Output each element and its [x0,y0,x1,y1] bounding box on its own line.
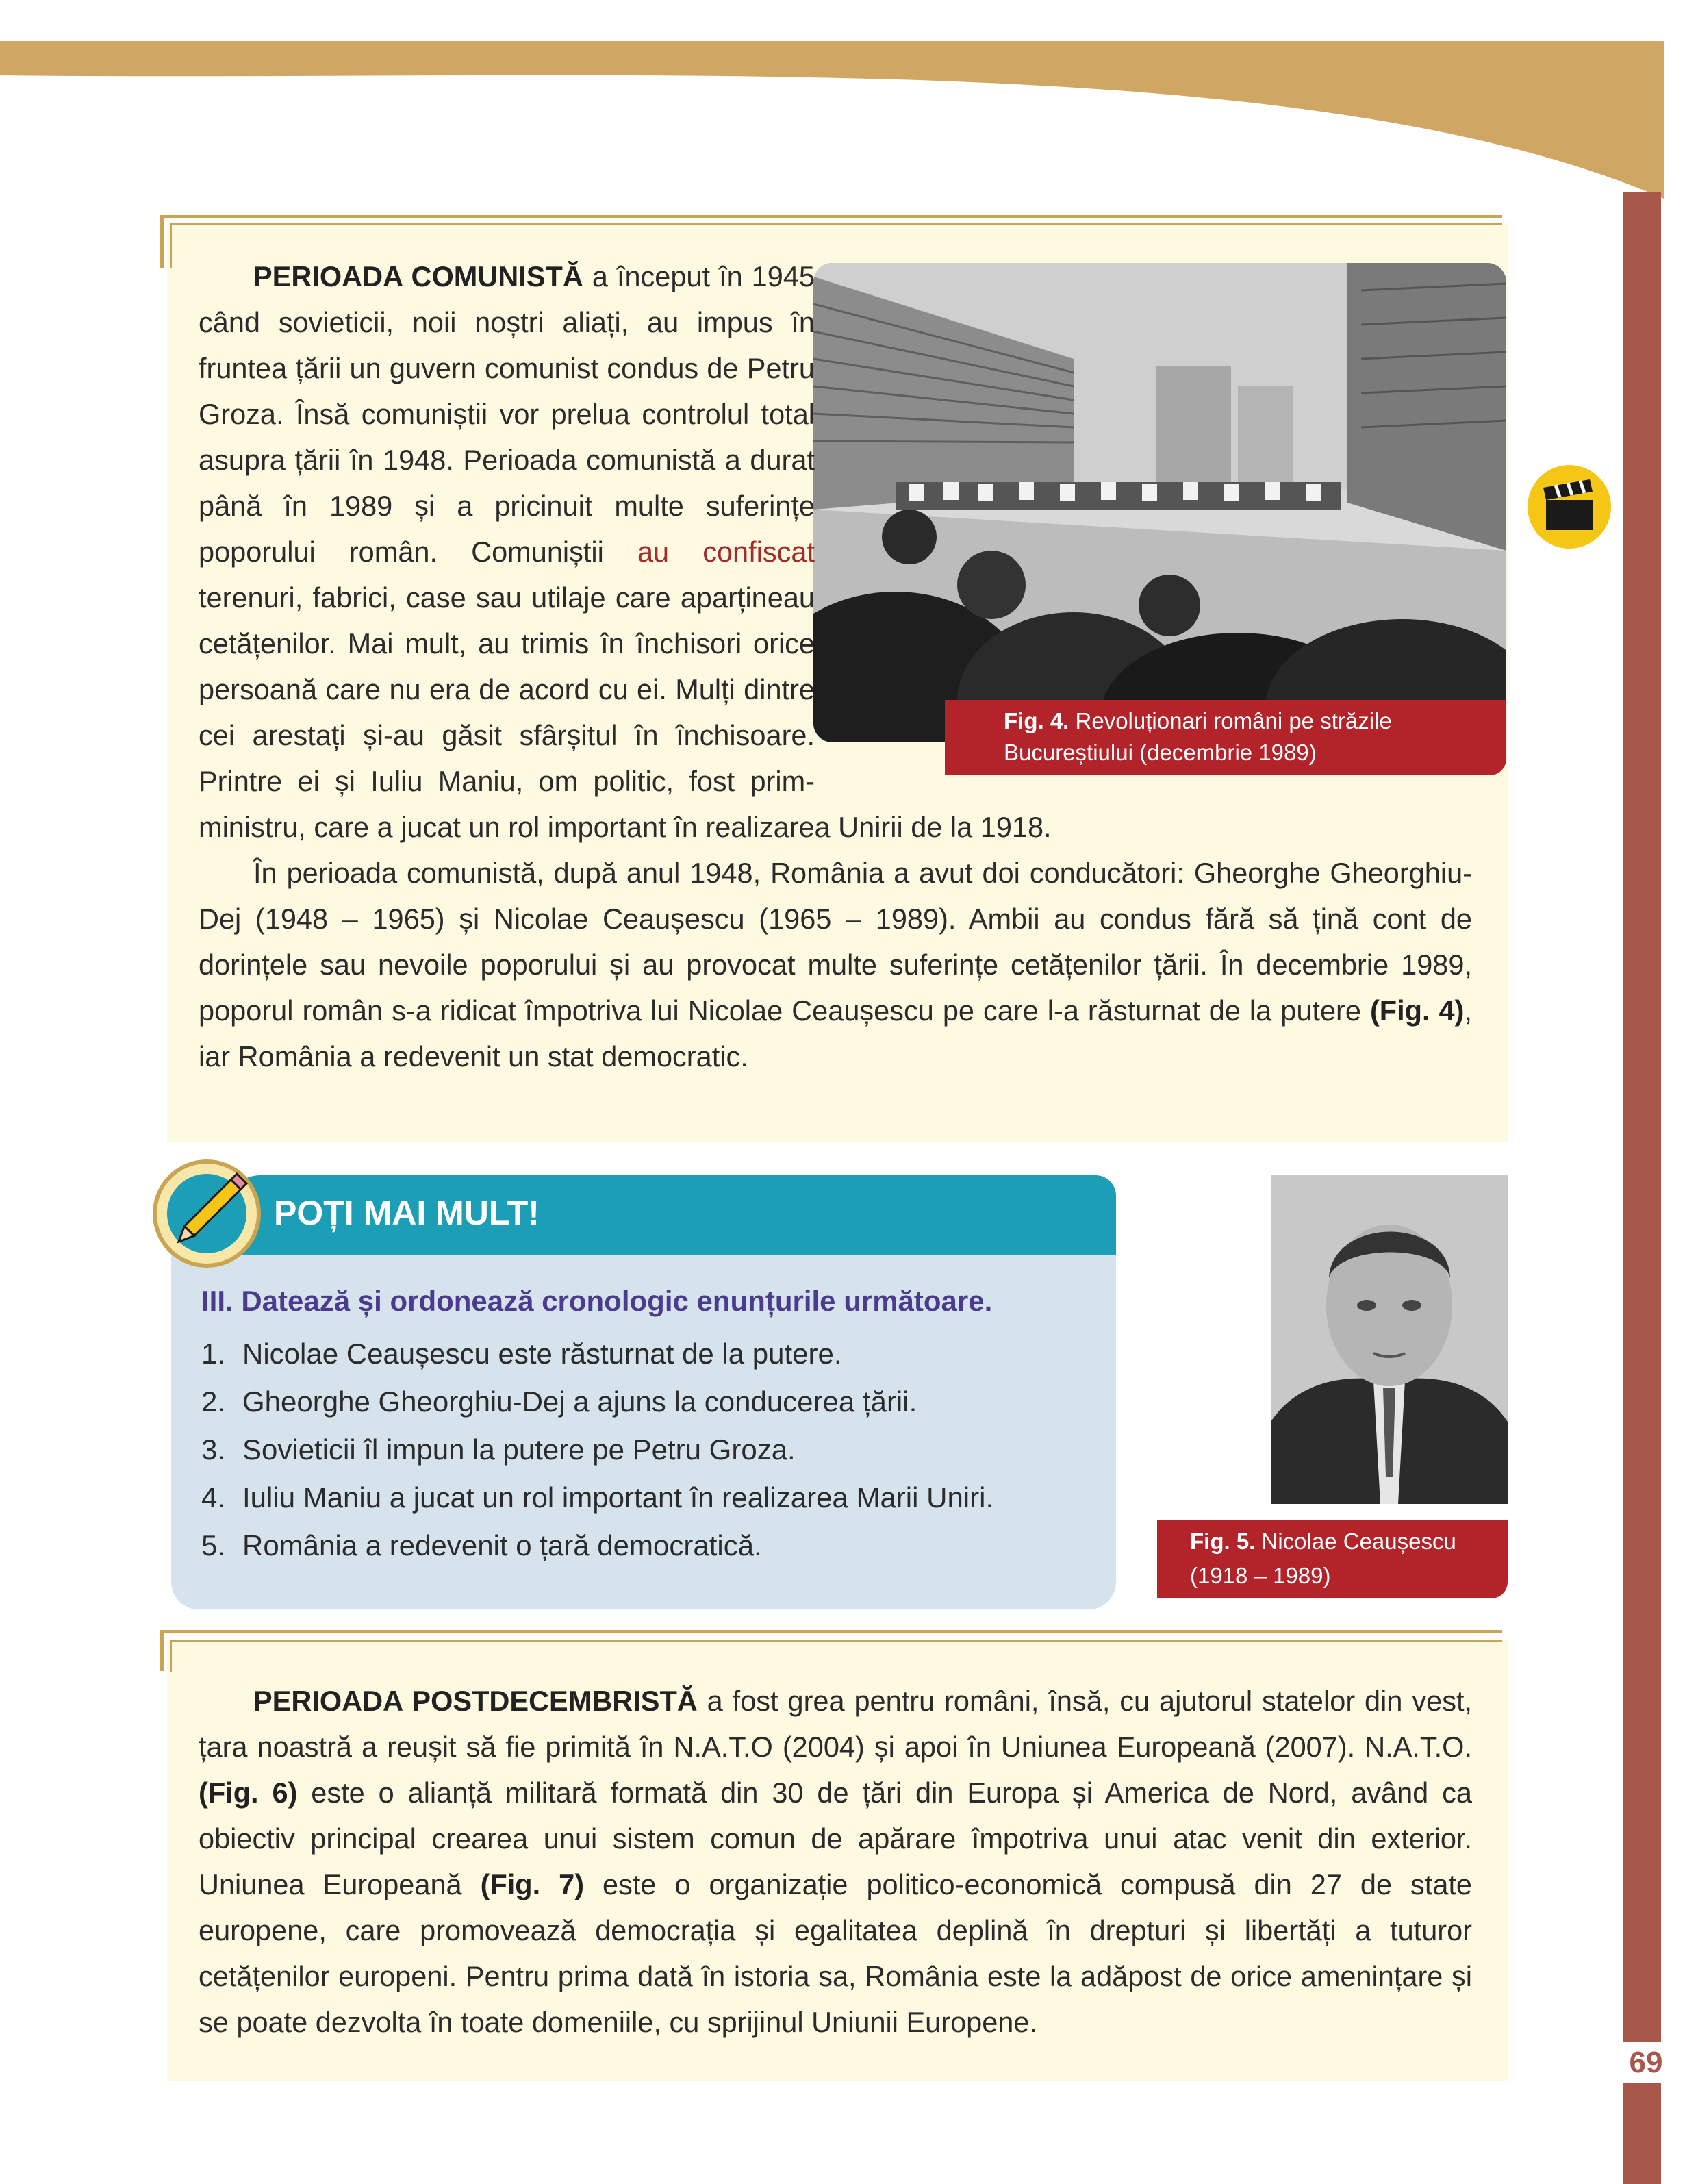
postdecembrist-heading: PERIOADA POSTDECEMBRISTĂ [253,1685,698,1717]
task-item-number: 4. [201,1481,226,1514]
frame-top-line-2-inner [170,1640,1502,1642]
film-clapper-icon[interactable] [1523,460,1616,553]
task-item-text: Nicolae Ceaușescu este răsturnat de la putere. [242,1338,842,1370]
postdecembrist-text-1: a fost grea pentru români, însă, cu ajutorul statelor din vest, țara noastră a reușit să fie primită în N.A.T.O (2004) și apoi în Uniunea Europeană (2007). N.A.T.O. [199,1685,1472,1763]
communist-heading: PERIOADA COMUNISTĂ [253,260,583,292]
poti-mai-mult-title: POȚI MAI MULT! [274,1194,540,1232]
fig4-reference: (Fig. 4) [1369,994,1465,1027]
postdecembrist-text-3: este o organizație politico-economică compusă din 27 de state europene, care promovează democrația și egalitatea deplină în drepturi și libertăți a tuturor cetățenilor europeni. Pentru prima dată în istoria sa, România este la adăpost de orice amenințare și se poate dezvolta în toate domeniile, cu sprijinul Uniunii Europene. [199,1868,1473,2038]
task-item [201,1426,993,1474]
task-item-number: 1. [201,1338,226,1370]
communist-para2-text: În perioada comunistă, după anul 1948, România a avut doi conducători: Gheorghe Gheorghiu-Dej (1948 – 1965) și Nicolae Ceaușescu (1965 – 1989). Ambii au condus fără să țină cont de dorințele sau nevoile poporului și au provocat multe suferințe cetățenilor țării. În decembrie 1989, poporul român s-a ridicat împotriva lui Nicolae Ceaușescu pe care l-a răsturnat de la putere [199,857,1472,1027]
fig4-label: Fig. 4. [1004,708,1069,733]
task-list [201,1330,993,1570]
task-item-number: 2. [201,1385,226,1418]
task-item-text: Sovieticii îl impun la putere pe Petru Groza. [242,1433,796,1466]
task-item [201,1474,993,1522]
communist-paragraph-2 [199,850,1472,1079]
highlight-au-confiscat: au confiscat [637,536,815,568]
frame-top-line-2 [160,1630,1502,1633]
fig5-label: Fig. 5. [1190,1529,1256,1554]
postdecembrist-section-text [199,1678,1472,2045]
fig4-caption-line2: Bucureștiului (decembrie 1989) [1004,740,1317,765]
fig7-reference: (Fig. 7) [480,1868,585,1900]
fig4-caption-line1: Revoluționari români pe străzile [1069,708,1392,733]
fig5-caption-line1: Nicolae Ceaușescu [1255,1529,1456,1554]
communist-text-part2: terenuri, fabrici, case sau utilaje care aparțineau cetățenilor. Mai mult, au trimis în închisori orice persoană care nu era de acord cu ei. Mulți dintre cei arestați și-au găsit sfârșitul în închisoare. Printre ei și Iuliu Maniu, om politic, fost prim-ministru, care a jucat un rol important în realizarea Unirii de la 1918. [199,581,1052,843]
frame-left-line [160,215,164,268]
communist-para2-end: , iar România a redevenit un stat democratic. [199,994,1472,1072]
fig5-caption-line2: (1918 – 1989) [1190,1563,1331,1588]
top-decorative-band [0,0,1698,205]
postdecembrist-paragraph [199,1678,1472,2045]
communist-text-part1: a început în 1945 când sovieticii, noii noștri aliați, au impus în fruntea țării un guvern comunist condus de Petru Groza. Însă comuniștii vor prelua controlul total asupra țării în 1948. Perioada comunistă a durat până în 1989 și a pricinuit multe suferințe poporului român. Comuniștii [199,260,815,568]
ceausescu-portrait [1271,1175,1508,1504]
task-item-text: Gheorghe Gheorghiu-Dej a ajuns la conducerea țării. [242,1385,917,1418]
task-item [201,1522,993,1570]
task-heading: III. Datează și ordonează cronologic enunțurile următoare. [201,1285,993,1317]
frame-top-line-inner [170,223,1502,225]
task-item-text: România a redevenit o țară democratică. [242,1529,762,1561]
task-item-text: Iuliu Maniu a jucat un rol important în realizarea Marii Uniri. [242,1481,994,1514]
page-number: 69 [1613,2042,1679,2083]
fig6-reference: (Fig. 6) [199,1777,298,1809]
communist-section-text [199,253,1472,1079]
pencil-icon [149,1156,264,1271]
task-item [201,1330,993,1378]
frame-left-line-2-inner [170,1640,172,1672]
photo-float-spacer [842,253,1472,778]
frame-left-line-2 [160,1630,164,1671]
task-item [201,1378,993,1426]
fig5-caption [1157,1520,1508,1598]
ceausescu-portrait-image [1271,1175,1508,1504]
task-item-number: 3. [201,1433,226,1466]
frame-top-line [160,215,1502,218]
frame-left-line-inner [170,223,172,268]
right-side-bar [1623,192,1661,2184]
task-item-number: 5. [201,1529,226,1561]
postdecembrist-text-2: este o alianță militară formată din 30 de țări din Europa și America de Nord, având ca obiectiv principal crearea unui sistem comun de apărare împotriva unui atac venit din exterior. Uniunea Europeană [199,1777,1472,1900]
